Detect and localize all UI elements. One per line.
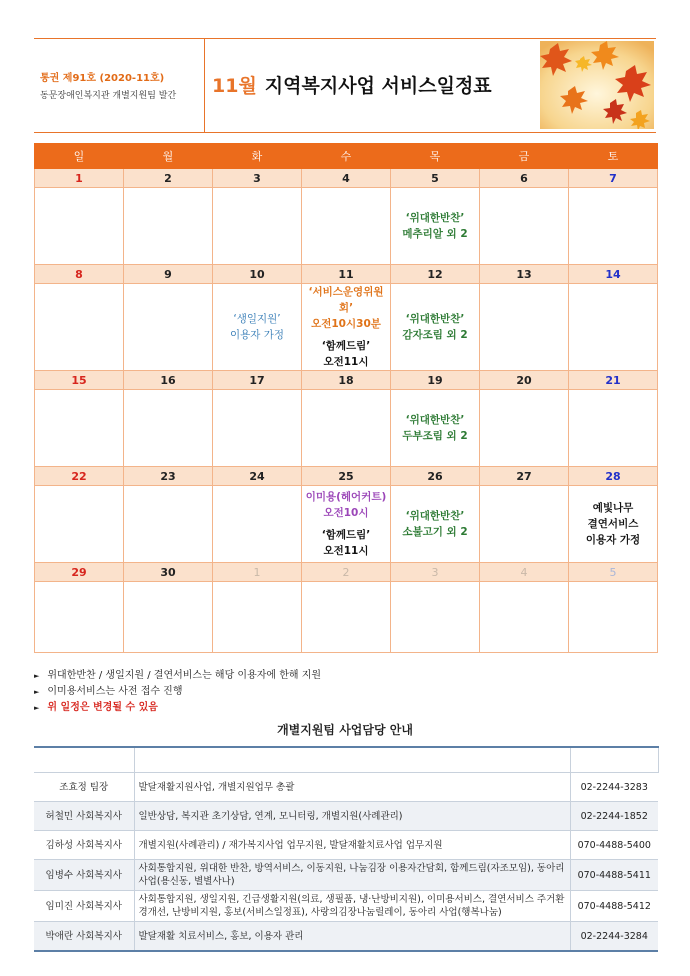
event-title: 이미용(헤어커트): [305, 491, 387, 503]
note-item: [34, 700, 321, 716]
day-cell: [124, 188, 213, 265]
day-cell: [391, 188, 480, 265]
event-detail: 결연서비스: [587, 518, 639, 530]
note-item: [34, 668, 321, 684]
day-cell: [213, 582, 302, 653]
page-title: [212, 71, 492, 98]
staff-section-title: 개별지원팀 사업담당 안내: [277, 723, 413, 737]
date-cell: 12: [391, 265, 480, 284]
event-detail: 오전10시30분: [311, 318, 381, 330]
date-cell: 9: [124, 265, 213, 284]
day-cell: [391, 486, 480, 563]
event-title: ‘위대한반찬’: [405, 313, 465, 325]
day-cell: [569, 390, 658, 467]
bullet-icon: ►: [34, 704, 40, 712]
note-text: 위 일정은 변경될 수 있음: [47, 702, 158, 713]
date-row: [35, 169, 658, 188]
event-detail: 메추리알 외 2: [402, 228, 468, 240]
weekday-fri: 금: [480, 144, 569, 169]
day-cell: [480, 486, 569, 563]
staff-phone: 02-2244-3284: [570, 922, 658, 952]
staff-table: [34, 746, 659, 952]
date-cell: 16: [124, 371, 213, 390]
day-cell: [391, 582, 480, 653]
date-cell: 5: [569, 563, 658, 582]
date-row: [35, 371, 658, 390]
weekday-tue: 화: [213, 144, 302, 169]
date-cell: 15: [35, 371, 124, 390]
issue-number: 통권 제91호 (2020-11호): [40, 73, 165, 84]
calendar-table: [34, 143, 658, 653]
staff-name: 조효정 팀장: [34, 773, 134, 802]
event-title: ‘위대한반찬’: [405, 212, 465, 224]
day-cell: [391, 390, 480, 467]
date-cell: 11: [302, 265, 391, 284]
date-cell: 3: [213, 169, 302, 188]
autumn-leaves-image: [540, 41, 654, 129]
date-cell: 17: [213, 371, 302, 390]
publisher: 동문장애인복지관 개별지원팀 발간: [40, 91, 177, 101]
date-cell: 30: [124, 563, 213, 582]
day-cell: [391, 284, 480, 371]
date-cell: 19: [391, 371, 480, 390]
day-cell: [213, 390, 302, 467]
notes: [34, 668, 321, 716]
date-cell: 14: [569, 265, 658, 284]
staff-header-row: [34, 747, 658, 773]
staff-name: 임병수 사회복지사: [34, 860, 134, 891]
day-cell: [124, 582, 213, 653]
date-cell: 18: [302, 371, 391, 390]
staff-phone: 02-2244-3283: [570, 773, 658, 802]
staff-duty: 일반상담, 복지관 초기상담, 연계, 모니터링, 개별지원(사례관리): [134, 802, 570, 831]
date-cell: 20: [480, 371, 569, 390]
date-cell: 4: [480, 563, 569, 582]
day-cell: [213, 486, 302, 563]
event-detail: 소불고기 외 2: [402, 526, 468, 538]
day-cell: [480, 390, 569, 467]
event-detail: 오전11시: [323, 356, 369, 368]
day-cell: [569, 582, 658, 653]
newsletter-header: [34, 38, 656, 133]
date-cell: 27: [480, 467, 569, 486]
event-detail: 이용자 가정: [229, 329, 285, 341]
date-cell: 10: [213, 265, 302, 284]
date-cell: 2: [124, 169, 213, 188]
title-main: 지역복지사업 서비스일정표: [264, 75, 492, 97]
day-cell: [213, 188, 302, 265]
day-cell: [35, 582, 124, 653]
event-title: ‘함께드림’: [321, 340, 371, 352]
date-cell: 5: [391, 169, 480, 188]
staff-row: [34, 802, 658, 831]
event-detail: 오전11시: [323, 545, 369, 557]
staff-name: 임미진 사회복지사: [34, 891, 134, 922]
event-title: ‘서비스운영위원회’: [308, 286, 384, 314]
day-cell: [35, 486, 124, 563]
staff-row: [34, 831, 658, 860]
weekday-wed: 수: [302, 144, 391, 169]
day-cell: [569, 188, 658, 265]
note-item: [34, 684, 321, 700]
date-cell: 7: [569, 169, 658, 188]
staff-row: [34, 773, 658, 802]
date-cell: 28: [569, 467, 658, 486]
weekday-mon: 월: [124, 144, 213, 169]
weekday-header: [35, 144, 658, 169]
event-title: ‘위대한반찬’: [405, 414, 465, 426]
date-cell: 22: [35, 467, 124, 486]
bullet-icon: ►: [34, 688, 40, 696]
date-cell: 29: [35, 563, 124, 582]
date-row: [35, 563, 658, 582]
day-cell: [302, 188, 391, 265]
event-title: ‘함께드림’: [321, 529, 371, 541]
staff-duty: 개별지원(사례관리) / 재가복지사업 업무지원, 발달재활치료사업 업무지원: [134, 831, 570, 860]
day-cell: [480, 582, 569, 653]
date-cell: 6: [480, 169, 569, 188]
day-cell: [302, 284, 391, 371]
staff-duty: 사회통합지원, 위대한 반찬, 방역서비스, 이동지원, 나눔김장 이용자간담회, 함께드림(자조모임), 동아리 사업(용신동, 별별사나): [134, 860, 570, 891]
day-cell: [302, 582, 391, 653]
event-row: [35, 390, 658, 467]
staff-phone: 070-4488-5411: [570, 860, 658, 891]
day-cell: [35, 188, 124, 265]
date-row: [35, 467, 658, 486]
date-cell: 13: [480, 265, 569, 284]
staff-row: [34, 860, 658, 891]
date-cell: 26: [391, 467, 480, 486]
header-info: [34, 39, 205, 132]
day-cell: [480, 284, 569, 371]
date-cell: 23: [124, 467, 213, 486]
day-cell: [35, 284, 124, 371]
day-cell: [124, 486, 213, 563]
event-title: 예빛나무: [592, 502, 634, 514]
weekday-thu: 목: [391, 144, 480, 169]
bullet-icon: ►: [34, 672, 40, 680]
staff-row: [34, 922, 658, 952]
day-cell: [213, 284, 302, 371]
weekday-sat: 토: [569, 144, 658, 169]
day-cell: [124, 390, 213, 467]
date-cell: 25: [302, 467, 391, 486]
title-month: 11월: [212, 75, 257, 97]
day-cell: [302, 390, 391, 467]
staff-phone: 070-4488-5412: [570, 891, 658, 922]
event-detail: 이용자 가정: [585, 534, 641, 546]
event-row: [35, 486, 658, 563]
note-text: 이미용서비스는 사전 접수 진행: [47, 686, 183, 697]
date-cell: 21: [569, 371, 658, 390]
event-detail: 두부조림 외 2: [402, 430, 468, 442]
day-cell: [480, 188, 569, 265]
event-title: ‘생일지원’: [233, 313, 281, 325]
event-row: [35, 582, 658, 653]
day-cell: [302, 486, 391, 563]
day-cell: [35, 390, 124, 467]
event-detail: 감자조림 외 2: [402, 329, 468, 341]
staff-duty: 발달재활지원사업, 개별지원업무 총괄: [134, 773, 570, 802]
date-cell: 1: [213, 563, 302, 582]
staff-name: 허철민 사회복지사: [34, 802, 134, 831]
date-cell: 1: [35, 169, 124, 188]
day-cell: [124, 284, 213, 371]
staff-phone: 02-2244-1852: [570, 802, 658, 831]
date-row: [35, 265, 658, 284]
note-text: 위대한반찬 / 생일지원 / 결연서비스는 해당 이용자에 한해 지원: [47, 670, 322, 681]
event-row: [35, 284, 658, 371]
date-cell: 2: [302, 563, 391, 582]
event-title: ‘위대한반찬’: [405, 510, 465, 522]
date-cell: 8: [35, 265, 124, 284]
day-cell: [569, 486, 658, 563]
staff-phone: 070-4488-5400: [570, 831, 658, 860]
staff-row: [34, 891, 658, 922]
event-detail: 오전10시: [323, 507, 369, 519]
date-cell: 4: [302, 169, 391, 188]
date-cell: 24: [213, 467, 302, 486]
staff-name: 박애란 사회복지사: [34, 922, 134, 952]
staff-duty: 사회통합지원, 생일지원, 긴급생활지원(의료, 생필품, 냉·난방비지원), 이미용서비스, 결연서비스 주거환경개선, 난방비지원, 홍보(서비스일정표), 사랑의김장나눔릴레이, 동아리 사업(행복나눔): [134, 891, 570, 922]
weekday-sun: 일: [35, 144, 124, 169]
date-cell: 3: [391, 563, 480, 582]
event-row: [35, 188, 658, 265]
staff-duty: 발달재활 치료서비스, 홍보, 이용자 관리: [134, 922, 570, 952]
staff-name: 김하성 사회복지사: [34, 831, 134, 860]
day-cell: [569, 284, 658, 371]
